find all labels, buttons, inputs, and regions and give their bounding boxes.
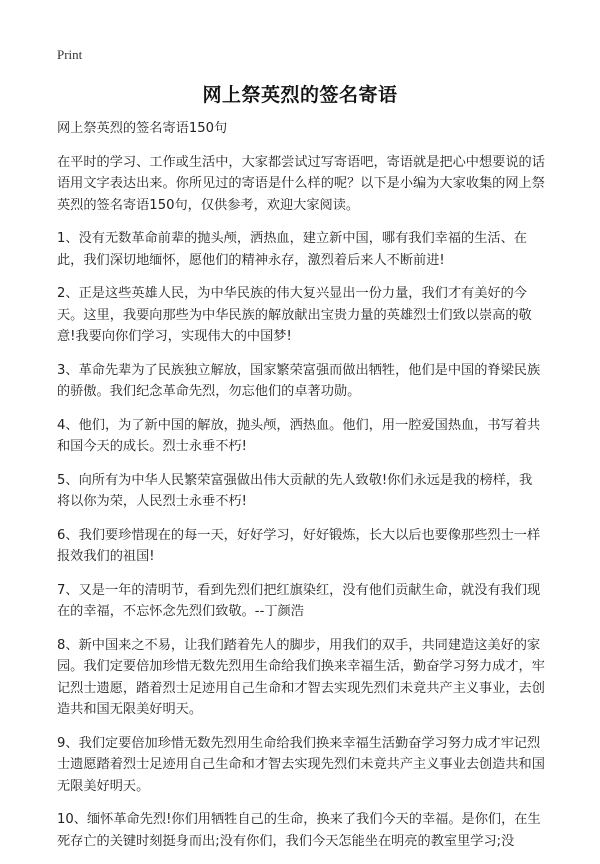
list-item: 3、革命先辈为了民族独立解放，国家繁荣富强而做出牺牲，他们是中国的脊梁民族的骄傲。我们纪念革命先烈，勿忘他们的卓著功勋。 bbox=[57, 362, 541, 399]
list-item: 1、没有无数革命前辈的抛头颅，洒热血，建立新中国，哪有我们幸福的生活、在此，我们深切地缅怀，愿他们的精神永存，激烈着后来人不断前进! bbox=[57, 231, 527, 268]
print-link[interactable]: Print bbox=[57, 47, 83, 62]
list-item: 2、正是这些英雄人民，为中华民族的伟大复兴显出一份力量，我们才有美好的今天。这里，我要向那些为中华民族的解放献出宝贵力量的英雄烈士们致以崇高的敬意!我要向你们学习，实现伟大的中国梦! bbox=[57, 286, 532, 344]
list-item: 10、缅怀革命先烈!你们用牺牲自己的生命，换来了我们今天的幸福。是你们，在生死存亡的关键时刻挺身而出;没有你们，我们今天怎能坐在明亮的教室里学习;没 bbox=[57, 812, 541, 849]
list-item: 4、他们，为了新中国的解放，抛头颅，洒热血。他们，用一腔爱国热血，书写着共和国今天的成长。烈士永垂不朽! bbox=[57, 417, 541, 454]
list-item: 9、我们定要倍加珍惜无数先烈用生命给我们换来幸福生活勤奋学习努力成才牢记烈士遗愿踏着烈士足迹用自己生命和才智去实现先烈们未竟共产主义事业去创造共和国无限美好明天。 bbox=[57, 735, 545, 794]
article-intro: 在平时的学习、工作或生活中，大家都尝试过写寄语吧，寄语就是把心中想要说的话语用文字表达出来。你所见过的寄语是什么样的呢？以下是小编为大家收集的网上祭英烈的签名寄语150句，仅供参考，欢迎大家阅读。 bbox=[57, 154, 545, 213]
page-title: 网上祭英烈的签名寄语 bbox=[202, 84, 398, 106]
list-item: 7、又是一年的清明节，看到先烈们把红旗染红，没有他们贡献生命，就没有我们现在的幸福，不忘怀念先烈们致敬。--丁颜浩 bbox=[57, 582, 541, 619]
article-subtitle: 网上祭英烈的签名寄语150句 bbox=[57, 121, 228, 136]
article-body bbox=[57, 118, 545, 864]
list-item: 8、新中国来之不易，让我们踏着先人的脚步，用我们的双手，共同建造这美好的家园。我们定要倍加珍惜无数先烈用生命给我们换来幸福生活，勤奋学习努力成才，牢记烈士遗愿，踏着烈士足迹用自己生命和才智去实现先烈们未竟共产主义事业，去创造共和国无限美好明天。 bbox=[57, 637, 545, 717]
list-item: 5、向所有为中华人民繁荣富强做出伟大贡献的先人致敬!你们永远是我的榜样，我将以你为荣，人民烈士永垂不朽! bbox=[57, 472, 533, 509]
list-item: 6、我们要珍惜现在的每一天，好好学习，好好锻炼，长大以后也要像那些烈士一样报效我们的祖国! bbox=[57, 527, 541, 564]
